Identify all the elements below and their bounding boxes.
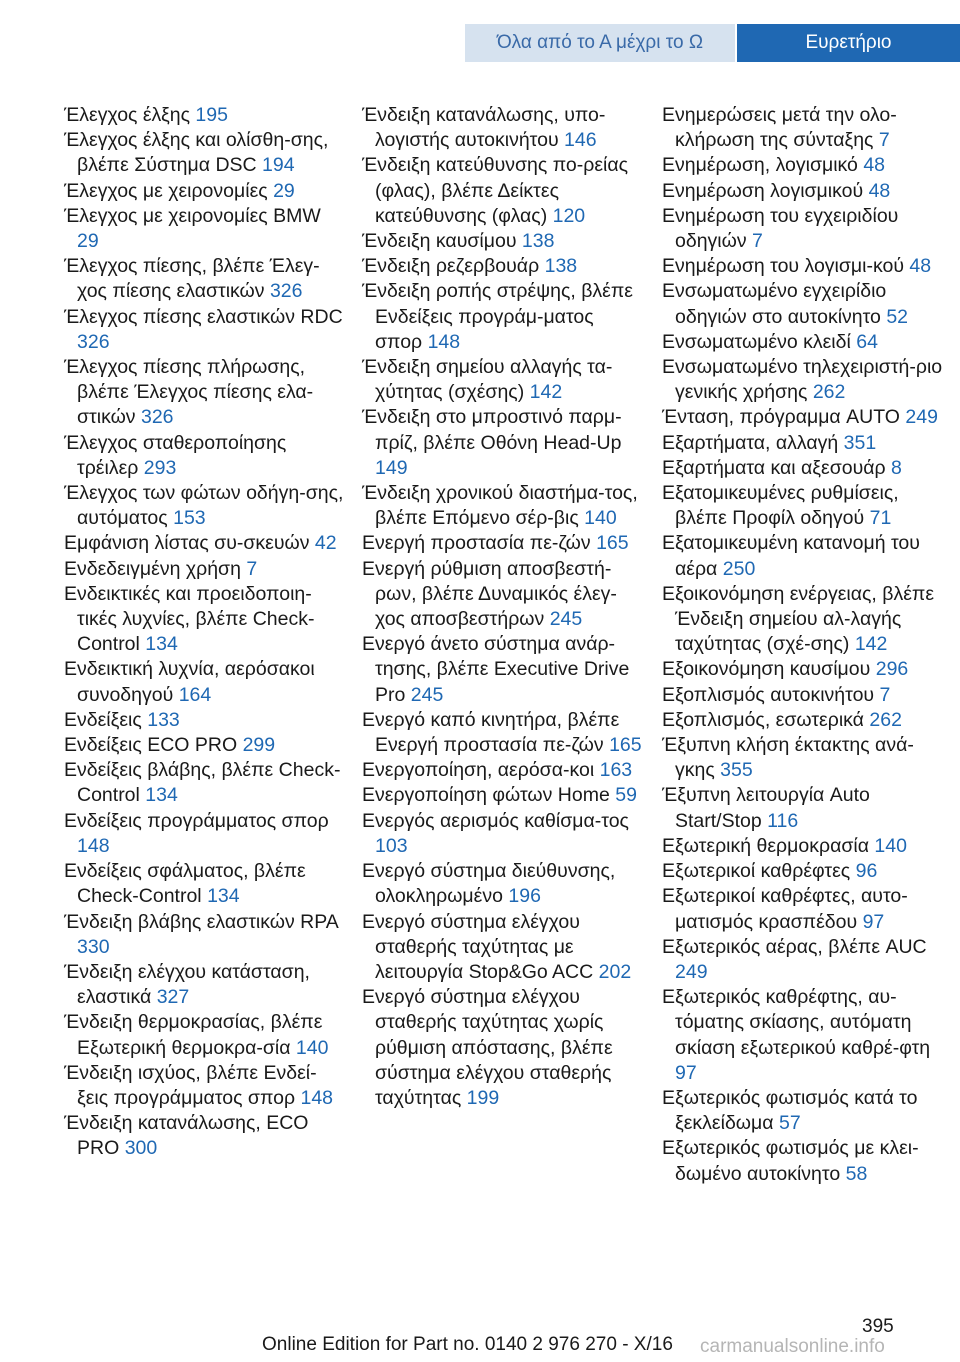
index-entry-text: Ένδειξη καυσίμου <box>362 230 517 253</box>
page-reference-link[interactable]: 7 <box>246 557 258 580</box>
page-reference-link[interactable]: 148 <box>300 1086 334 1109</box>
page-reference-link[interactable]: 48 <box>863 154 886 177</box>
page-reference-link[interactable]: 7 <box>879 683 891 706</box>
page-reference-link[interactable]: 97 <box>862 910 885 933</box>
index-entry <box>362 531 644 556</box>
index-entry-text: Ενεργό σύστημα ελέγχου σταθερής ταχύτητας χωρίς ρύθμιση απόστασης, βλέπε σύστημα ελέγχου σταθερής ταχύτητας <box>362 986 613 1109</box>
page-reference-link[interactable]: 326 <box>269 280 303 303</box>
page-reference-link[interactable]: 120 <box>552 204 586 227</box>
index-entry <box>662 657 944 682</box>
index-entry <box>662 582 944 658</box>
page-reference-link[interactable]: 195 <box>195 104 228 126</box>
page-reference-link[interactable]: 199 <box>466 1086 500 1109</box>
page-reference-link[interactable]: 52 <box>886 305 909 328</box>
index-entry <box>662 834 944 859</box>
page-reference-link[interactable]: 300 <box>124 1137 158 1160</box>
index-entry-text: Ενημέρωση, λογισμικό <box>662 154 858 177</box>
page-reference-link[interactable]: 134 <box>145 633 178 656</box>
page-reference-link[interactable]: 142 <box>854 633 888 656</box>
index-entry-text: Έλεγχος σταθεροποίησης τρέιλερ <box>64 431 287 479</box>
page-reference-link[interactable]: 58 <box>845 1162 868 1185</box>
index-entry-text: Έλεγχος πίεσης ελαστικών RDC <box>64 305 343 328</box>
index-entry-text: Ένδειξη ροπής στρέψης, βλέπε Ενδείξεις προγράμ-ματος σπορ <box>362 280 634 353</box>
index-entry <box>362 153 644 229</box>
index-entry-text: Έλεγχος έλξης και ολίσθη-σης, βλέπε Σύστημα DSC <box>64 129 329 177</box>
index-entry <box>362 783 644 808</box>
index-entry-text: Εξαρτήματα και αξεσουάρ <box>662 456 886 479</box>
page-reference-link[interactable]: 71 <box>869 507 892 530</box>
index-column-3 <box>662 103 944 1187</box>
index-entry-text: Εξοικονόμηση ενέργειας, βλέπε Ένδειξη σημείου αλ-λαγής ταχύτητας (σχέ-σης) <box>662 582 935 656</box>
index-entry-text: Ενδείξεις βλάβης, βλέπε Check-Control <box>64 759 341 807</box>
index-entry <box>362 985 644 1111</box>
index-entry-text: Ενδεικτική λυχνία, αερόσακοι συνοδηγού <box>64 658 315 706</box>
page-reference-link[interactable]: 138 <box>521 230 555 253</box>
index-entry <box>662 254 944 279</box>
index-entry <box>662 884 944 934</box>
index-column-2 <box>362 103 644 1111</box>
index-entry-text: Έλεγχος πίεσης, βλέπε Έλεγ-χος πίεσης ελαστικών <box>64 255 320 303</box>
index-entry-text: Ένδειξη ρεζερβουάρ <box>362 255 540 278</box>
page-reference-link[interactable]: 355 <box>720 759 753 782</box>
page-reference-link[interactable]: 140 <box>295 1036 329 1059</box>
page-reference-link[interactable]: 148 <box>77 834 110 857</box>
index-entry-text: Ενεργό σύστημα ελέγχου σταθερής ταχύτητας με λειτουργία Stop&Go ACC <box>362 910 594 983</box>
page-reference-link[interactable]: 42 <box>314 532 337 555</box>
page-reference-link[interactable]: 163 <box>599 759 633 782</box>
index-entry-text: Ενεργό καπό κινητήρα, βλέπε Ενεργή προστασία πε-ζών <box>362 708 620 757</box>
index-entry-text: Ενεργό σύστημα διεύθυνσης, ολοκληρωμένο <box>362 860 616 908</box>
index-entry-text: Ενημέρωση λογισμικού <box>662 179 864 202</box>
index-entry-text: Ενεργοποίηση φώτων Home <box>362 784 610 807</box>
index-entry <box>662 733 944 783</box>
index-entry-text: Ενεργοποίηση, αερόσα-κοι <box>362 759 595 782</box>
index-entry <box>662 783 944 833</box>
index-entry <box>64 1010 346 1060</box>
index-entry <box>662 204 944 254</box>
page-reference-link[interactable]: 116 <box>767 809 799 832</box>
index-entry <box>662 1136 944 1186</box>
index-entry-text: Ενδείξεις σφάλματος, βλέπε Check-Control <box>64 860 306 908</box>
edition-footer: Online Edition for Part no. 0140 2 976 270 - X/16 <box>262 1334 673 1355</box>
index-entry-text: Ένδειξη βλάβης ελαστικών RPA <box>64 910 338 933</box>
index-entry <box>64 557 346 582</box>
page-reference-link[interactable]: 134 <box>145 784 178 807</box>
index-entry <box>64 1111 346 1161</box>
page-reference-link[interactable]: 250 <box>722 557 756 580</box>
index-entry <box>662 985 944 1086</box>
index-entry <box>64 103 346 128</box>
index-entry <box>662 405 944 430</box>
index-entry-text: Ένδειξη θερμοκρασίας, βλέπε Εξωτερική θερμοκρα-σία <box>64 1011 323 1059</box>
index-entry <box>64 481 346 531</box>
index-entry <box>64 305 346 355</box>
page-reference-link[interactable]: 140 <box>584 507 617 530</box>
index-entry-text: Εξατομικευμένες ρυθμίσεις, βλέπε Προφίλ οδηγού <box>662 482 899 530</box>
index-entry-text: Εξωτερικοί καθρέφτες <box>662 860 851 883</box>
page-reference-link[interactable]: 165 <box>609 734 642 757</box>
watermark: carmanualsonline.info <box>700 1336 885 1357</box>
index-entry <box>64 204 346 254</box>
index-entry <box>662 103 944 153</box>
index-entry <box>662 708 944 733</box>
page-reference-link[interactable]: 64 <box>856 330 878 353</box>
page-reference-link[interactable]: 262 <box>869 708 902 731</box>
index-entry-text: Εξωτερικός αέρας, βλέπε AUC <box>662 935 927 958</box>
index-entry <box>64 733 346 758</box>
page-reference-link[interactable]: 202 <box>598 960 632 983</box>
page-reference-link[interactable]: 327 <box>156 986 190 1009</box>
index-entry-text: Έξυπνη λειτουργία Auto Start/Stop <box>662 784 870 832</box>
index-entry <box>662 153 944 178</box>
index-entry <box>362 859 644 909</box>
index-entry-text: Ένδειξη χρονικού διαστήμα-τος, βλέπε Επόμενο σέρ-βις <box>362 482 638 530</box>
index-entry <box>362 355 644 405</box>
page-reference-link[interactable]: 97 <box>675 1061 697 1084</box>
page-reference-link[interactable]: 330 <box>77 935 110 958</box>
index-entry <box>662 859 944 884</box>
page-reference-link[interactable]: 148 <box>427 330 461 353</box>
index-entry-text: Ενημέρωση του λογισμι-κού <box>662 255 904 278</box>
index-entry-text: Εξωτερικός φωτισμός κατά το ξεκλείδωμα <box>662 1086 918 1135</box>
index-entry-text: Ένδειξη στο μπροστινό παρμ-πρίζ, βλέπε Οθόνη Head-Up <box>362 406 622 454</box>
index-entry <box>64 910 346 960</box>
index-entry-text: Ενδείξεις <box>64 708 142 731</box>
index-entry <box>64 179 346 204</box>
page-reference-link[interactable]: 194 <box>262 154 295 177</box>
page-reference-link[interactable]: 146 <box>564 129 597 152</box>
index-entry <box>64 431 346 481</box>
index-entry-text: Έλεγχος πίεσης πλήρωσης, βλέπε Έλεγχος πίεσης ελα-στικών <box>64 356 314 429</box>
page-reference-link[interactable]: 48 <box>868 179 891 202</box>
index-entry-text: Ένδειξη σημείου αλλαγής τα-χύτητας (σχέσης) <box>362 356 613 404</box>
page-reference-link[interactable]: 8 <box>891 456 902 479</box>
index-entry-text: Εξοπλισμός αυτοκινήτου <box>662 683 875 706</box>
index-entry <box>64 1061 346 1111</box>
section-title-tab[interactable]: Όλα από το Α μέχρι το Ω <box>465 24 735 62</box>
index-entry-text: Εξωτερικοί καθρέφτες, αυτο-ματισμός κρασπέδου <box>662 885 908 933</box>
index-entry-text: Εξαρτήματα, αλλαγή <box>662 431 839 454</box>
index-entry <box>662 330 944 355</box>
index-entry-text: Ενεργή ρύθμιση αποσβεστή-ρων, βλέπε Δυναμικός έλεγ-χος αποσβεστήρων <box>362 557 617 631</box>
page-reference-link[interactable]: 7 <box>878 129 890 152</box>
index-entry-text: Ενσωματωμένο κλειδί <box>662 330 851 353</box>
page-reference-link[interactable]: 138 <box>544 255 578 278</box>
index-entry <box>362 632 644 708</box>
page-reference-link[interactable]: 196 <box>508 885 541 908</box>
index-entry-text: Ένδειξη ελέγχου κατάσταση, ελαστικά <box>64 960 310 1009</box>
index-entry <box>662 431 944 456</box>
index-entry <box>64 809 346 859</box>
index-entry-text: Εξωτερικός καθρέφτης, αυ-τόματης σκίασης, αυτόματη σκίαση εξωτερικού καθρέ-φτη <box>662 986 931 1059</box>
index-entry-text: Έλεγχος με χειρονομίες <box>64 179 268 202</box>
index-entry <box>64 758 346 808</box>
page-reference-link[interactable]: 326 <box>140 406 174 429</box>
index-entry-text: Εξωτερική θερμοκρασία <box>662 834 869 857</box>
page-reference-link[interactable]: 351 <box>843 431 877 454</box>
index-entry <box>662 279 944 329</box>
page-reference-link[interactable]: 59 <box>615 784 637 807</box>
index-entry <box>362 809 644 859</box>
index-entry <box>64 582 346 658</box>
index-entry <box>362 103 644 153</box>
index-entry-text: Εξοικονόμηση καυσίμου <box>662 658 871 681</box>
page-reference-link[interactable]: 134 <box>207 885 240 908</box>
index-entry-text: Εμφάνιση λίστας συ-σκευών <box>64 532 310 555</box>
index-entry-text: Εξοπλισμός, εσωτερικά <box>662 708 864 731</box>
page-reference-link[interactable]: 164 <box>178 683 212 706</box>
index-entry <box>362 708 644 758</box>
page-reference-link[interactable]: 245 <box>410 683 444 706</box>
index-entry <box>662 1086 944 1136</box>
index-entry <box>64 960 346 1010</box>
index-entry-text: Ένδειξη ισχύος, βλέπε Ενδεί-ξεις προγράμματος σπορ <box>64 1061 317 1109</box>
index-entry <box>662 481 944 531</box>
index-entry <box>64 657 346 707</box>
index-entry <box>662 179 944 204</box>
index-entry-text: Ένδειξη κατεύθυνσης πο-ρείας (φλας), βλέπε Δείκτες κατεύθυνσης (φλας) <box>362 154 629 227</box>
index-entry-text: Ένδειξη κατανάλωσης, υπο-λογιστής αυτοκινήτου <box>362 104 606 152</box>
page-reference-link[interactable]: 299 <box>242 734 276 757</box>
page-reference-link[interactable]: 153 <box>173 507 206 530</box>
index-entry-text: Ένταση, πρόγραμμα AUTO <box>662 406 900 429</box>
page-reference-link[interactable]: 296 <box>875 658 909 681</box>
index-entry <box>64 355 346 431</box>
index-entry <box>362 557 644 633</box>
index-entry-text: Ενεργό άνετο σύστημα ανάρ-τησης, βλέπε Executive Drive Pro <box>362 633 630 706</box>
page-reference-link[interactable]: 262 <box>812 381 846 404</box>
index-entry-text: Ενδείξεις προγράμματος σπορ <box>64 809 329 832</box>
index-entry-text: Ενσωματωμένο εγχειρίδιο οδηγιών στο αυτοκίνητο <box>662 280 887 328</box>
index-entry <box>64 128 346 178</box>
index-entry-text: Έλεγχος των φώτων οδήγη-σης, αυτόματος <box>64 482 344 530</box>
index-entry-text: Ενσωματωμένο τηλεχειριστή-ριο γενικής χρήσης <box>662 356 943 404</box>
index-entry <box>64 254 346 304</box>
page-number: 395 <box>862 1316 894 1337</box>
page-reference-link[interactable]: 133 <box>147 708 180 731</box>
page-reference-link[interactable]: 140 <box>874 834 907 857</box>
index-entry <box>662 683 944 708</box>
page-reference-link[interactable]: 165 <box>596 532 629 555</box>
index-entry <box>662 531 944 581</box>
index-entry <box>662 935 944 985</box>
index-entry <box>662 456 944 481</box>
page-reference-link[interactable]: 57 <box>778 1112 801 1135</box>
index-entry-text: Ενημερώσεις μετά την ολο-κλήρωση της σύνταξης <box>662 104 897 152</box>
page-reference-link[interactable]: 48 <box>909 255 932 278</box>
index-entry-text: Έξυπνη κλήση έκτακτης ανά-γκης <box>662 734 914 782</box>
index-entry-text: Έλεγχος έλξης <box>64 104 190 126</box>
index-entry <box>362 254 644 279</box>
index-entry-text: Εξωτερικός φωτισμός με κλει-δωμένο αυτοκίνητο <box>662 1137 919 1185</box>
index-column-1 <box>64 103 346 1162</box>
index-entry <box>362 910 644 986</box>
index-entry-text: Έλεγχος με χειρονομίες BMW <box>64 204 321 227</box>
page-reference-link[interactable]: 142 <box>529 381 563 404</box>
index-entry-text: Ενδεδειγμένη χρήση <box>64 557 241 580</box>
index-entry-text: Ένδειξη κατανάλωσης, ECO PRO <box>64 1112 309 1160</box>
index-entry <box>362 405 644 481</box>
index-entry-text: Ενεργή προστασία πε-ζών <box>362 532 591 555</box>
index-entry <box>362 229 644 254</box>
page-reference-link[interactable]: 29 <box>273 179 295 202</box>
page-reference-link[interactable]: 249 <box>675 960 708 983</box>
index-entry-text: Ενημέρωση του εγχειριδίου οδηγιών <box>662 204 899 253</box>
page-reference-link[interactable]: 103 <box>375 834 408 857</box>
page-reference-link[interactable]: 293 <box>143 456 177 479</box>
index-entry <box>64 708 346 733</box>
page-reference-link[interactable]: 149 <box>375 456 408 479</box>
index-entry <box>362 481 644 531</box>
index-entry-text: Εξατομικευμένη κατανομή του αέρα <box>662 532 920 580</box>
index-entry-text: Ενδεικτικές και προειδοποιη-τικές λυχνίες, βλέπε Check-Control <box>64 582 315 656</box>
index-entry <box>362 758 644 783</box>
page-reference-link[interactable]: 7 <box>752 230 763 253</box>
page-reference-link[interactable]: 249 <box>905 406 938 429</box>
index-entry <box>662 355 944 405</box>
page-reference-link[interactable]: 29 <box>77 230 99 253</box>
index-entry <box>362 279 644 355</box>
page-reference-link[interactable]: 245 <box>549 608 583 631</box>
index-entry <box>64 531 346 556</box>
index-tab[interactable]: Ευρετήριο <box>737 24 960 62</box>
index-entry-text: Ενεργός αερισμός καθίσμα-τος <box>362 809 629 832</box>
index-entry-text: Ενδείξεις ECO PRO <box>64 734 238 757</box>
page-reference-link[interactable]: 326 <box>77 330 110 353</box>
header-bar <box>0 0 960 62</box>
page-reference-link[interactable]: 96 <box>855 860 878 883</box>
index-entry <box>64 859 346 909</box>
